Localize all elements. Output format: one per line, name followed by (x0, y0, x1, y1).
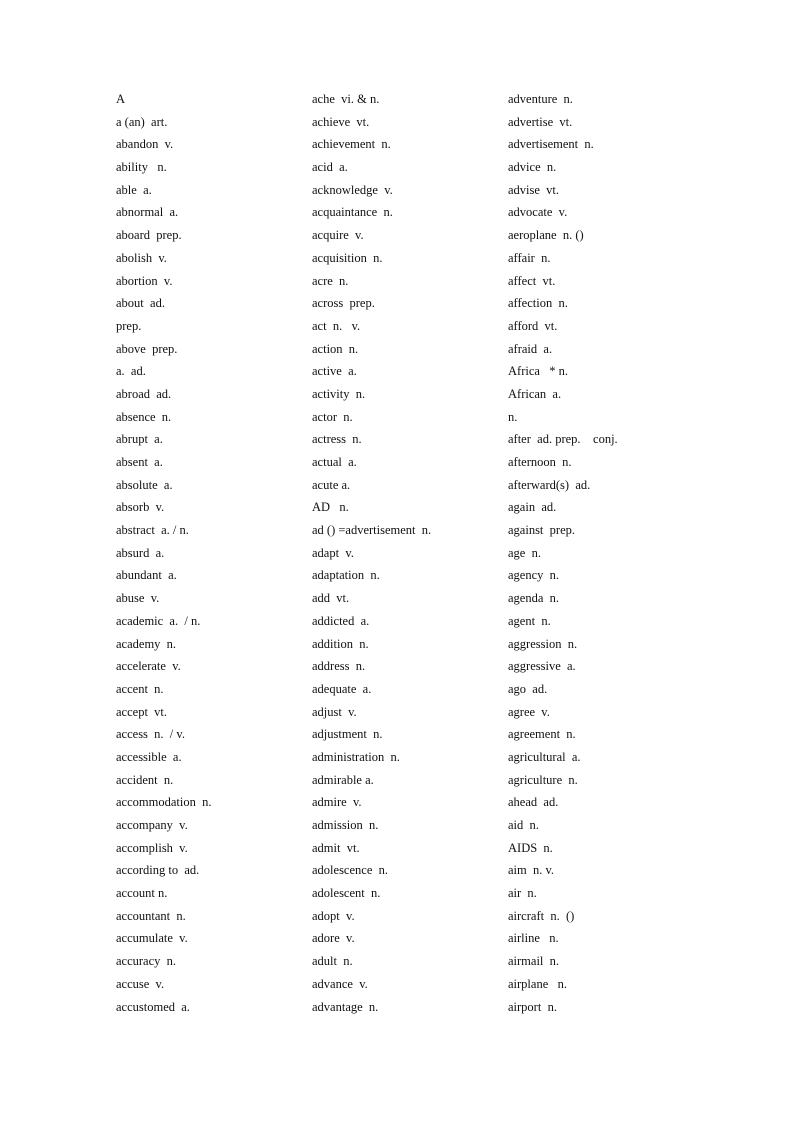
word-entry: absorb v. (116, 500, 165, 515)
word-entry: administration n. (312, 749, 400, 764)
word-entry: aid n. (508, 818, 539, 832)
word-entry: affection n. (508, 296, 568, 311)
word-entry: abundant a. (116, 568, 177, 583)
word-entry: address n. (312, 659, 366, 674)
word-entry: agent n. (508, 613, 551, 628)
word-entry: adolescence n. (312, 863, 389, 878)
word-entry: academy n. (116, 636, 177, 651)
word-entry: prep. (116, 318, 142, 333)
word-entry: accuracy n. (116, 954, 177, 969)
word-entry: a (an) art. (116, 114, 168, 129)
word-entry: adventure n. (508, 92, 573, 106)
word-entry: achieve vt. (312, 114, 370, 129)
word-entry: AIDS n. (508, 840, 553, 855)
word-entry: admission n. (312, 818, 379, 832)
word-entry: addicted a. (312, 613, 370, 628)
word-entry: acute a. (312, 477, 351, 492)
word-entry: add vt. (312, 591, 350, 606)
word-entry: accustomed a. (116, 999, 190, 1014)
word-entry: agency n. (508, 568, 560, 583)
word-column-3 (508, 88, 698, 1018)
word-entry: acquaintance n. (312, 205, 393, 220)
word-entry: actor n. (312, 409, 353, 424)
word-entry: adolescent n. (312, 886, 381, 901)
word-entry: against prep. (508, 523, 575, 538)
word-entry: above prep. (116, 341, 178, 356)
word-entry: according to ad. (116, 863, 200, 878)
word-entry: adore v. (312, 931, 355, 946)
word-entry: accumulate v. (116, 931, 188, 946)
word-column-2 (312, 88, 502, 1018)
word-entry: across prep. (312, 296, 375, 311)
word-entry: abandon v. (116, 137, 174, 152)
word-entry: agenda n. (508, 591, 560, 606)
word-entry: advocate v. (508, 205, 568, 220)
word-entry: aeroplane n. () (508, 228, 584, 243)
word-entry: adapt v. (312, 545, 354, 560)
word-entry: access n. / v. (116, 727, 185, 742)
word-entry: action n. (312, 341, 359, 356)
word-entry: activity n. (312, 386, 366, 401)
word-entry: aboard prep. (116, 228, 182, 243)
word-entry: adopt v. (312, 908, 355, 923)
word-entry: abolish v. (116, 250, 167, 265)
word-entry: ahead ad. (508, 795, 559, 810)
word-entry: academic a. / n. (116, 613, 201, 628)
word-entry: aircraft n. () (508, 908, 575, 923)
word-entry: advertise vt. (508, 114, 573, 129)
word-entry: accent n. (116, 681, 164, 696)
word-entry: accuse v. (116, 976, 165, 991)
word-entry: accept vt. (116, 704, 168, 719)
word-entry: airplane n. (508, 976, 568, 991)
word-entry: accomplish v. (116, 840, 188, 855)
word-entry: abroad ad. (116, 386, 172, 401)
word-entry: acre n. (312, 273, 349, 288)
word-entry: affect vt. (508, 273, 556, 288)
word-entry: ad () =advertisement n. (312, 523, 432, 538)
word-entry: adequate a. (312, 681, 372, 696)
word-entry: afternoon n. (508, 455, 572, 469)
word-entry: adjust v. (312, 704, 357, 719)
word-entry: agricultural a. (508, 749, 581, 764)
word-entry: about ad. (116, 296, 165, 311)
word-entry: airport n. (508, 999, 557, 1014)
word-entry: abstract a. / n. (116, 523, 189, 538)
word-entry: A (116, 92, 126, 106)
word-entry: act n. v. (312, 318, 361, 333)
word-entry: airmail n. (508, 954, 560, 969)
word-entry: abuse v. (116, 591, 160, 606)
word-entry: accessible a. (116, 749, 182, 764)
word-entry: accompany v. (116, 818, 188, 832)
word-entry: absence n. (116, 409, 172, 424)
word-entry: adjustment n. (312, 727, 383, 742)
word-entry: adult n. (312, 954, 353, 969)
word-entry: agree v. (508, 704, 550, 719)
word-entry: admirable a. (312, 772, 374, 787)
word-entry: accountant n. (116, 908, 186, 923)
word-entry: aggressive a. (508, 659, 576, 674)
word-entry: age n. (508, 545, 541, 560)
word-entry: admit vt. (312, 840, 360, 855)
word-entry: account n. (116, 886, 168, 901)
word-entry: afraid a. (508, 341, 553, 356)
word-entry: African a. (508, 386, 562, 401)
word-entry: actual a. (312, 455, 357, 469)
word-entry: ability n. (116, 160, 167, 175)
word-entry: active a. (312, 364, 357, 379)
word-entry: acknowledge v. (312, 182, 393, 197)
word-column-1 (116, 88, 306, 1018)
word-entry: accelerate v. (116, 659, 181, 674)
word-entry: advance v. (312, 976, 368, 991)
word-entry: ache vi. & n. (312, 92, 380, 106)
word-entry: advertisement n. (508, 137, 594, 152)
word-entry: airline n. (508, 931, 559, 946)
word-entry: admire v. (312, 795, 362, 810)
word-entry: acid a. (312, 160, 348, 175)
word-entry: absolute a. (116, 477, 173, 492)
word-entry: agreement n. (508, 727, 576, 742)
word-entry: n. (508, 409, 518, 424)
word-entry: absurd a. (116, 545, 165, 560)
word-entry: afford vt. (508, 318, 558, 333)
word-entry: absent a. (116, 455, 163, 469)
word-entry: advantage n. (312, 999, 379, 1014)
word-entry: abnormal a. (116, 205, 179, 220)
word-entry: acquisition n. (312, 250, 383, 265)
word-entry: achievement n. (312, 137, 391, 152)
word-entry: accident n. (116, 772, 174, 787)
word-entry: able a. (116, 182, 152, 197)
word-entry: again ad. (508, 500, 557, 515)
word-entry: advice n. (508, 160, 557, 175)
word-entry: adaptation n. (312, 568, 380, 583)
word-entry: Africa * n. (508, 364, 569, 379)
word-entry: afterward(s) ad. (508, 477, 591, 492)
word-entry: affair n. (508, 250, 551, 265)
word-entry: advise vt. (508, 182, 560, 197)
word-entry: a. ad. (116, 364, 146, 379)
word-entry: aggression n. (508, 636, 578, 651)
word-entry: aim n. v. (508, 863, 555, 878)
word-entry: acquire v. (312, 228, 364, 243)
word-entry: abrupt a. (116, 432, 163, 447)
word-entry: agriculture n. (508, 772, 578, 787)
word-entry: after ad. prep. conj. (508, 432, 618, 447)
word-entry: air n. (508, 886, 537, 901)
word-entry: addition n. (312, 636, 369, 651)
word-entry: ago ad. (508, 681, 548, 696)
word-entry: accommodation n. (116, 795, 212, 810)
word-entry: abortion v. (116, 273, 173, 288)
word-entry: AD n. (312, 500, 349, 515)
word-entry: actress n. (312, 432, 362, 447)
